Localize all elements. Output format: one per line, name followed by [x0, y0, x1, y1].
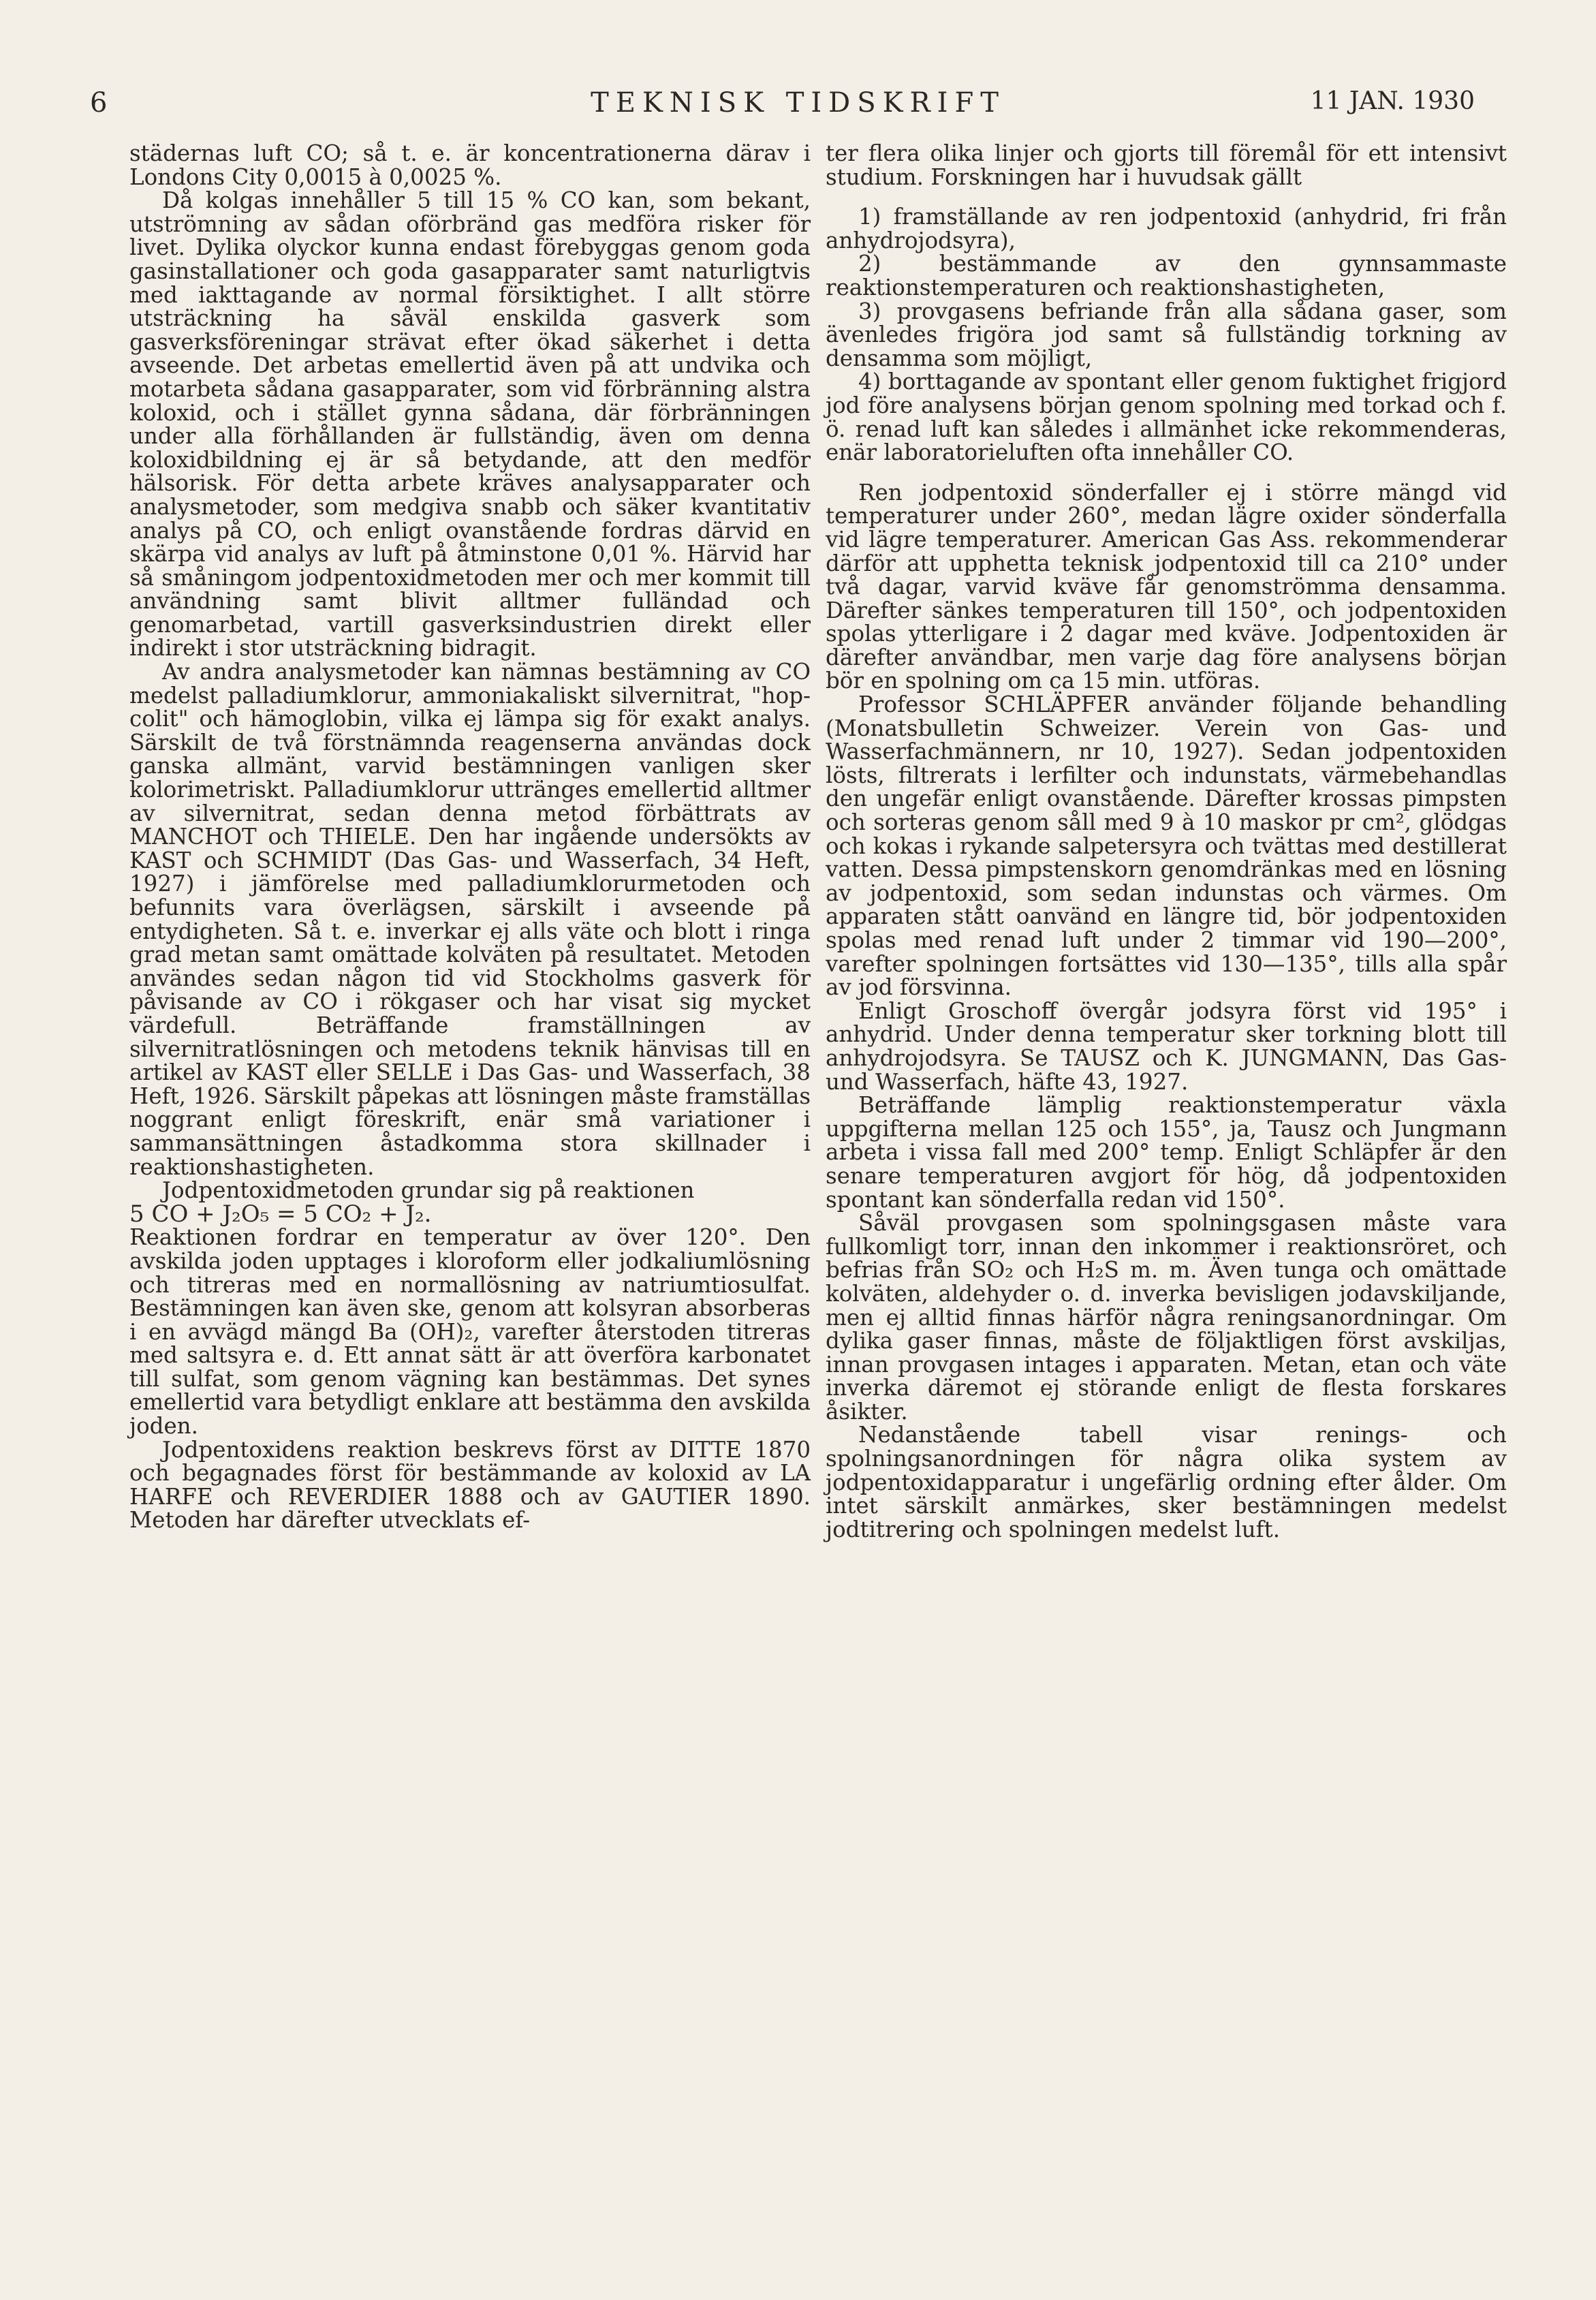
paragraph: Ren jodpentoxid sönderfaller ej i större mängd vid temperaturer under 260°, medan lägre oxider sönderfalla vid lägre temperaturer. American Gas Ass. rekommenderar därför att upphetta teknisk jodpentoxid till ca 210° under två dagar, varvid kväve får genomströmma densamma. Därefter sänkes temperaturen till 150°, och jodpentoxiden spolas ytterligare i 2 dagar med kväve. Jodpentoxiden är därefter användbar, men varje dag före analysens början bör en spolning om ca 15 min. utföras. — [826, 479, 1507, 694]
paragraph: ter flera olika linjer och gjorts till föremål för ett intensivt studium. Forskningen har i huvudsak gällt — [826, 140, 1507, 190]
paragraph: Såväl provgasen som spolningsgasen måste vara fullkomligt torr, innan den inkommer i reaktionsröret, och befrias från SO₂ och H₂S m. m. Även tunga och omättade kolväten, aldehyder o. d. inverka bevisligen jodavskiljande, men ej alltid finnas härför några reningsanordningar. Om dylika gaser finnas, måste de följaktligen först avskiljas, innan provgasen intages i apparaten. Metan, etan och väte inverka däremot ej störande enligt de flesta forskares åsikter. — [826, 1210, 1507, 1425]
paragraph: Då kolgas innehåller 5 till 15 % CO kan, som bekant, utströmning av sådan oförbränd gas medföra risker för livet. Dylika olyckor kunna endast förebyggas genom goda gasinstallationer och goda gasapparater samt naturligtvis med iakttagande av normal försiktighet. I allt större utsträckning ha såväl enskilda gasverk som gasverksföreningar strävat efter ökad säkerhet i detta avseende. Det arbetas emellertid även på att undvika och motarbeta sådana gasapparater, som vid förbränning alstra koloxid, och i stället gynna sådana, där förbränningen under alla förhållanden är fullständig, även om denna koloxidbildning ej är så betydande, att den medför hälsorisk. För detta arbete kräves analysapparater och analysmetoder, som medgiva snabb och säker kvantitativ analys på CO, och enligt ovanstående fordras därvid en skärpa vid analys av luft på åtminstone 0,01 %. Härvid har så småningom jodpentoxidmetoden mer och mer kommit till användning samt blivit alltmer fulländad och genomarbetad, vartill gasverksindustrien direkt eller indirekt i stor utsträckning bidragit. — [129, 187, 811, 662]
paragraph: Av andra analysmetoder kan nämnas bestämning av CO medelst palladiumklorur, ammoniakaliskt silvernitrat, "hop-colit" och hämoglobin, vilka ej lämpa sig för exakt analys. Särskilt de två förstnämnda reagenserna användas dock ganska allmänt, varvid bestämningen vanligen sker kolorimetriskt. Palladiumklorur uttränges emellertid alltmer av silvernitrat, sedan denna metod förbättrats av MANCHOT och THIELE. Den har ingående undersökts av KAST och SCHMIDT (Das Gas- und Wasserfach, 34 Heft, 1927) i jämförelse med palladiumklorurmetoden och befunnits vara överlägsen, särskilt i avseende på entydigheten. Så t. e. inverkar ej alls väte och blott i ringa grad metan samt omättade kolväten på resultatet. Metoden användes sedan någon tid vid Stockholms gasverk för påvisande av CO i rökgaser och har visat sig mycket värdefull. Beträffande framställningen av silvernitratlösningen och metodens teknik hänvisas till en artikel av KAST eller SELLE i Das Gas- und Wasserfach, 38 Heft, 1926. Särskilt påpekas att lösningen måste framställas noggrant enligt föreskrift, enär små variationer i sammansättningen åstadkomma stora skillnader i reaktionshastigheten. — [129, 659, 811, 1180]
paragraph: Jodpentoxidmetoden grundar sig på reaktionen — [162, 1177, 695, 1204]
paragraph: Beträffande lämplig reaktionstemperatur växla uppgifterna mellan 125 och 155°, ja, Tausz och Jungmann arbeta i vissa fall med 200° temp. Enligt Schläpfer är den senare temperaturen avgjort för hög, då jodpentoxiden spontant kan sönderfalla redan vid 150°. — [826, 1092, 1507, 1213]
left-column — [129, 142, 811, 1532]
paragraph: Reaktionen fordrar en temperatur av över 120°. Den avskilda joden upptages i kloroform eller jodkaliumlösning och titreras med en normallösning av natriumtiosulfat. Bestämningen kan även ske, genom att kolsyran absorberas i en avvägd mängd Ba (OH)₂, varefter återstoden titreras med saltsyra e. d. Ett annat sätt är att överföra karbonatet till sulfat, som genom vägning kan bestämmas. Det synes emellertid vara betydligt enklare att bestämma den avskilda joden. — [129, 1224, 811, 1440]
paragraph: Professor SCHLÄPFER använder följande behandling (Monatsbulletin Schweizer. Verein von Gas- und Wasserfachmännern, nr 10, 1927). Sedan jodpentoxiden lösts, filtrerats i lerfilter och indunstats, värmebehandlas den ungefär enligt ovanstående. Därefter krossas pimpsten och sorteras genom såll med 9 à 10 maskor pr cm², glödgas och kokas i rykande salpetersyra och tvättas med destillerat vatten. Dessa pimpstenskorn genomdränkas med en lösning av jodpentoxid, som sedan indunstas och värmes. Om apparaten stått oanvänd en längre tid, bör jodpentoxiden spolas med renad luft under 2 timmar vid 190—200°, varefter spolningen fortsättes vid 130—135°, tills alla spår av jod försvinna. — [826, 691, 1507, 1001]
list-item: 1) framställande av ren jodpentoxid (anhydrid, fri från anhydrojodsyra), — [826, 204, 1507, 253]
paragraph: Jodpentoxidens reaktion beskrevs först av DITTE 1870 och begagnades först för bestämmande av koloxid av LA HARFE och REVERDIER 1888 och av GAUTIER 1890. Metoden har därefter utvecklats ef- — [129, 1436, 811, 1534]
right-column — [826, 142, 1507, 1541]
page-number: 6 — [90, 87, 108, 119]
issue-date: 11 JAN. 1930 — [1310, 87, 1475, 115]
journal-title: TEKNISK TIDSKRIFT — [591, 87, 1005, 119]
list-item: 3) provgasens befriande från alla sådana gaser, som ävenledes frigöra jod samt så fullständig torkning av densamma som möjligt, — [826, 298, 1507, 371]
list-item: 4) borttagande av spontant eller genom fuktighet frigjord jod före analysens början genom spolning med torkad och f. ö. renad luft kan således i allmänhet icke rekommenderas, enär laboratorieluften ofta innehåller CO. — [826, 369, 1507, 466]
paragraph: städernas luft CO; så t. e. är koncentrationerna därav i Londons City 0,0015 à 0,0025 %. — [129, 140, 811, 190]
paragraph: Nedanstående tabell visar renings- och spolningsanordningen för några olika system av jodpentoxidapparatur i ungefärlig ordning efter ålder. Om intet särskilt anmärkes, sker bestämningen medelst jodtitrering och spolningen medelst luft. — [826, 1422, 1507, 1542]
list-item: 2) bestämmande av den gynnsammaste reaktionstemperaturen och reaktionshastigheten, — [826, 251, 1507, 300]
paragraph: Enligt Groschoff övergår jodsyra först vid 195° i anhydrid. Under denna temperatur sker torkning blott till anhydrojodsyra. Se TAUSZ och K. JUNGMANN, Das Gas- und Wasserfach, häfte 43, 1927. — [826, 997, 1507, 1095]
chemical-equation: 5 CO + J₂O₅ = 5 CO₂ + J₂. — [129, 1200, 432, 1228]
